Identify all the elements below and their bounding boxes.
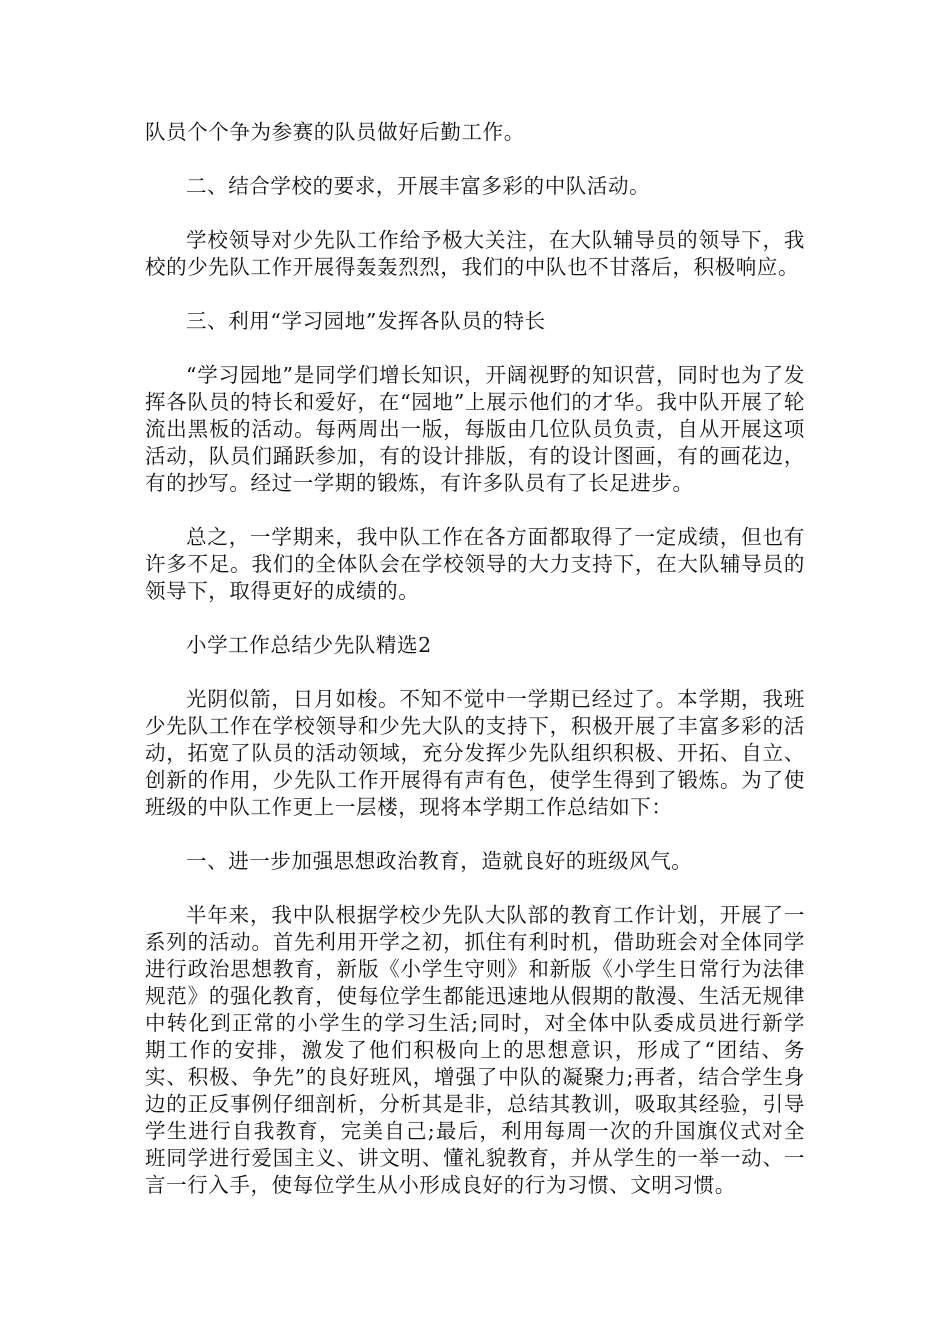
paragraph-continuation: 队员个个争为参赛的队员做好后勤工作。: [145, 120, 525, 144]
section-heading-3: 三、利用“学习园地”发挥各队员的特长: [186, 309, 546, 333]
paragraph: “学习园地”是同学们增长知识，开阔视野的知识营，同时也为了发挥各队员的特长和爱好，在“园地”上展示他们的才华。我中队开展了轮流出黑板的活动。每两周出一版，每版由几位队员负责，自从开展这项活动，队员们踊跃参加，有的设计排版，有的设计图画，有的画花边，有的抄写。经过一学期的锻炼，有许多队员有了长足进步。: [145, 363, 805, 495]
paragraph: 半年来，我中队根据学校少先队大队部的教育工作计划，开展了一系列的活动。首先利用开学之初，抓住有利时机，借助班会对全体同学进行政治思想教育，新版《小学生守则》和新版《小学生日常行为法律规范》的强化教育，使每位学生都能迅速地从假期的散漫、生活无规律中转化到正常的小学生的学习生活;同时，对全体中队委成员进行新学期工作的安排，激发了他们积极向上的思想意识，形成了“团结、务实、积极、争先”的良好班风，增强了中队的凝聚力;再者，结合学生身边的正反事例仔细剖析，分析其是非，总结其教训，吸取其经验，引导学生进行自我教育，完美自己;最后，利用每周一次的升国旗仪式对全班同学进行爱国主义、讲文明、懂礼貌教育，并从学生的一举一动、一言一行入手，使每位学生从小形成良好的行为习惯、文明习惯。: [145, 903, 805, 1197]
paragraph-summary: 总之，一学期来，我中队工作在各方面都取得了一定成绩，但也有许多不足。我们的全体队会在学校领导的大力支持下，在大队辅导员的领导下，取得更好的成绩的。: [145, 525, 805, 603]
document-body: [145, 119, 805, 1226]
paragraph-intro: 光阴似箭，日月如梭。不知不觉中一学期已经过了。本学期，我班少先队工作在学校领导和少先大队的支持下，积极开展了丰富多彩的活动，拓宽了队员的活动领域，充分发挥少先队组织积极、开拓、自立、创新的作用，少先队工作开展得有声有色，使学生得到了锻炼。为了使班级的中队工作更上一层楼，现将本学期工作总结如下：: [145, 687, 805, 819]
section-heading-1: 一、进一步加强思想政治教育，造就良好的班级风气。: [186, 849, 693, 873]
section-heading-2: 二、结合学校的要求，开展丰富多彩的中队活动。: [186, 174, 651, 198]
document-subtitle: 小学工作总结少先队精选2: [186, 633, 432, 657]
paragraph: 学校领导对少先队工作给予极大关注，在大队辅导员的领导下，我校的少先队工作开展得轰轰烈烈，我们的中队也不甘落后，积极响应。: [145, 228, 805, 279]
